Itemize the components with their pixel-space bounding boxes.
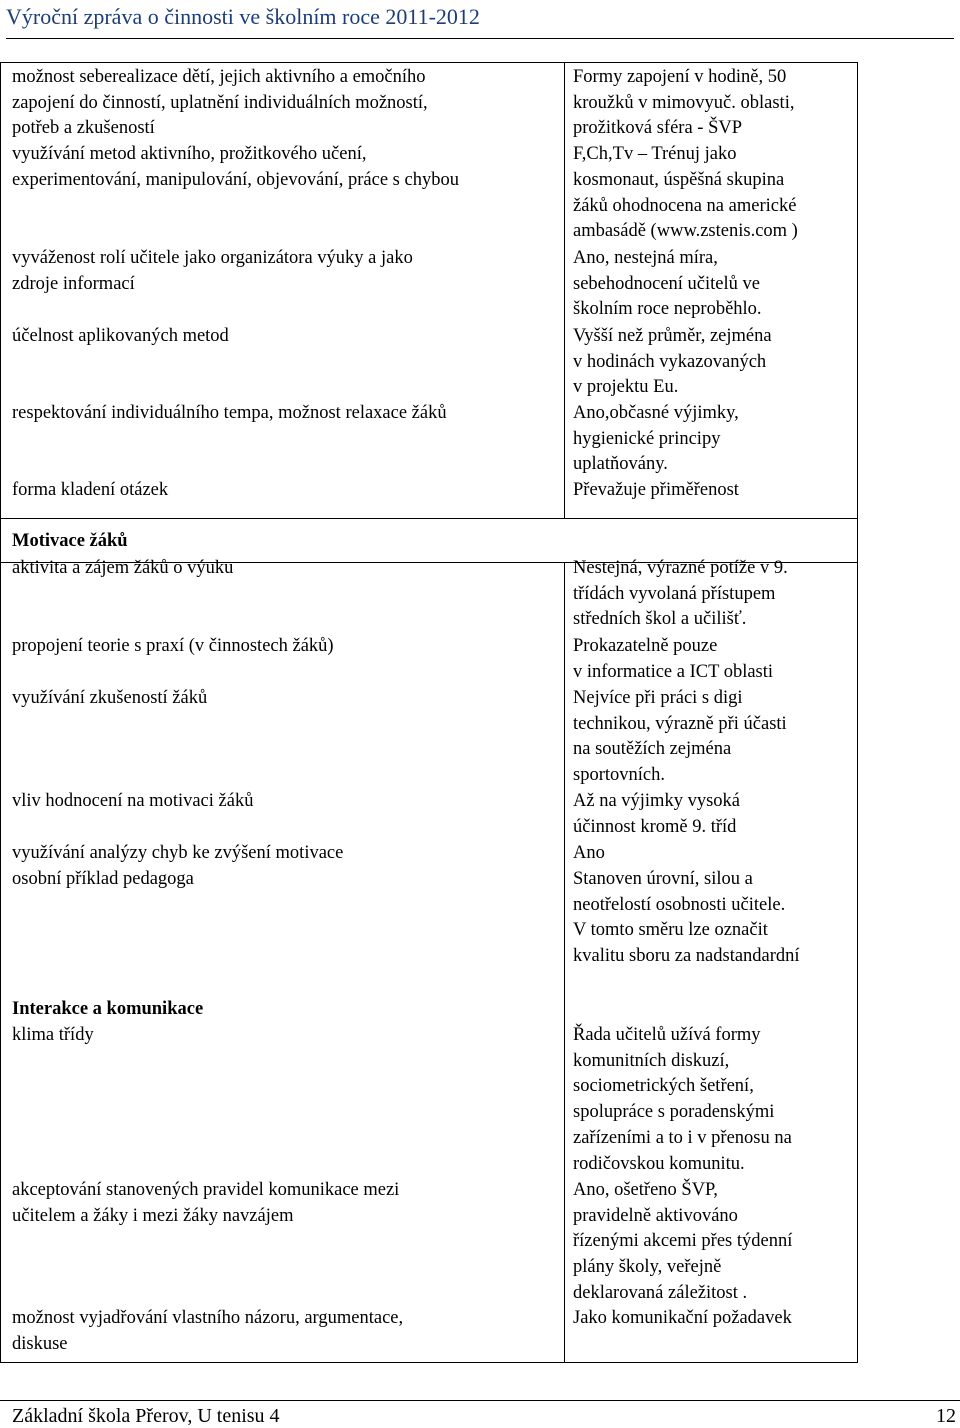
table-border-bottom [0,1362,858,1363]
column-divider [564,62,565,518]
evaluation-text: Vyšší než průměr, zejména v hodinách vykazovaných v projektu Eu. [573,326,772,398]
criterion-text: aktivita a zájem žáků o výuku [12,558,234,578]
section-heading-interakce: Interakce a komunikace [12,999,204,1019]
page-footer [0,1400,960,1427]
evaluation-text: Stanoven úrovní, silou a neotřelostí osobnosti učitele. V tomto směru lze označit kvalitu sboru za nadstandardní [573,869,800,967]
table-border-right [857,562,858,1362]
criterion-text: propojení teorie s praxí (v činnostech žáků) [12,636,334,656]
evaluation-text: Ano, ošetřeno ŠVP, pravidelně aktivováno řízenými akcemi přes týdenní plány školy, veřejně deklarovaná záležitost . [573,1180,793,1303]
page-number: 12 [936,1405,956,1427]
evaluation-text: Ano [573,843,605,863]
page-header [6,2,954,39]
criterion-text: využívání analýzy chyb ke zvýšení motivace [12,843,344,863]
evaluation-text: Prokazatelně pouze v informatice a ICT oblasti [573,636,774,682]
row-divider [0,518,858,519]
criterion-text: využívání zkušeností žáků [12,688,208,708]
table-border-left [0,562,1,1362]
section-heading-motivace: Motivace žáků [12,531,128,551]
evaluation-text: Jako komunikační požadavek [573,1308,792,1328]
criterion-text: možnost seberealizace dětí, jejich aktivního a emočního zapojení do činností, uplatnění individuálních možností, potřeb a zkušeností využívání metod aktivního, prožitkového učení, experimentování, manipulování, objevování, práce s chybou [12,67,459,190]
criterion-text: respektování individuálního tempa, možnost relaxace žáků [12,403,447,423]
evaluation-text: Nejvíce při práci s digi technikou, výrazně při účasti na soutěžích zejména sportovních. [573,688,787,786]
table-border-top [0,62,858,63]
evaluation-text: Ano,občasné výjimky, hygienické principy uplatňovány. [573,403,739,475]
school-name: Základní škola Přerov, U tenisu 4 [12,1405,280,1427]
report-title: Výroční zpráva o činnosti ve školním roce 2011-2012 [6,4,480,29]
table-border-left [0,518,1,562]
evaluation-text: Řada učitelů užívá formy komunitních diskuzí, sociometrických šetření, spolupráce s poradenskými zařízeními a to i v přenosu na rodičovskou komunitu. [573,1025,792,1174]
criterion-text: klima třídy [12,1025,94,1045]
criterion-text: forma kladení otázek [12,480,169,500]
evaluation-text: Ano, nestejná míra, sebehodnocení učitelů ve školním roce neproběhlo. [573,248,762,320]
evaluation-text: Až na výjimky vysoká účinnost kromě 9. tříd [573,791,740,837]
column-divider [564,562,565,1362]
table-border-left [0,62,1,518]
criterion-text: osobní příklad pedagoga [12,869,194,889]
evaluation-table [0,62,960,1362]
criterion-text: vliv hodnocení na motivaci žáků [12,791,254,811]
criterion-text: možnost vyjadřování vlastního názoru, argumentace, diskuse [12,1308,404,1354]
table-border-right [857,518,858,562]
evaluation-text: Převažuje přiměřenost [573,480,739,500]
criterion-text: akceptování stanovených pravidel komunikace mezi učitelem a žáky i mezi žáky navzájem [12,1180,400,1226]
table-border-right [857,62,858,518]
evaluation-text: Nestejná, výrazné potíže v 9. třídách vyvolaná přístupem středních škol a učilišť. [573,558,788,630]
evaluation-text: Formy zapojení v hodině, 50 kroužků v mimovyuč. oblasti, prožitková sféra - ŠVP F,Ch,Tv – Trénuj jako kosmonaut, úspěšná skupina žáků ohodnocena na americké ambasádě (www.zstenis.com ) [573,67,798,242]
criterion-text: účelnost aplikovaných metod [12,326,229,346]
criterion-text: vyváženost rolí učitele jako organizátora výuky a jako zdroje informací [12,248,413,294]
